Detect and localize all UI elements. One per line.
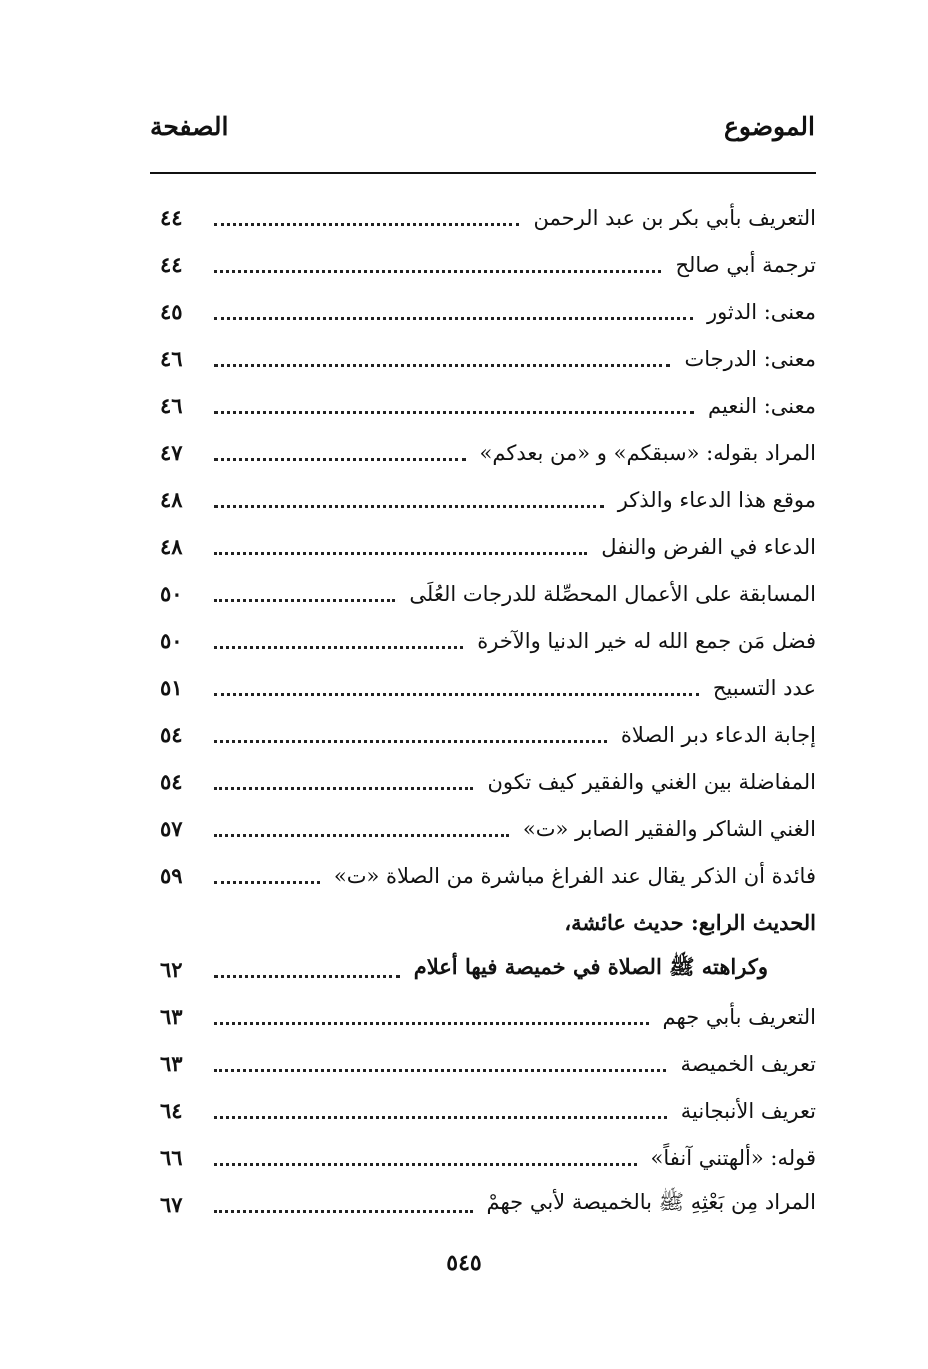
toc-entry-page: ٦٧: [160, 1192, 183, 1217]
dot-leader: [214, 1020, 649, 1025]
toc-entry: [160, 194, 816, 241]
toc-entry-title: الدعاء في الفرض والنفل: [601, 534, 816, 559]
toc-entry-title: معنى: النعيم: [708, 393, 816, 418]
header-divider: [150, 172, 816, 174]
toc-entry-page: ٤٥: [160, 299, 183, 324]
toc-entry-page: ٤٧: [160, 440, 183, 465]
dot-leader: [214, 785, 473, 790]
topic-column-label: الموضوع: [724, 112, 815, 141]
dot-leader: [214, 315, 693, 320]
toc-entry: [160, 805, 816, 852]
toc-entry-title: المراد بقوله: «سبقكم» و «من بعدكم»: [479, 440, 816, 465]
toc-entry: [160, 476, 816, 523]
toc-entry-title: ترجمة أبي صالح: [675, 252, 816, 277]
toc-entry: [160, 993, 816, 1040]
toc-entry: [160, 946, 816, 993]
toc-entry-title: تعريف الخميصة: [680, 1051, 816, 1076]
toc-entry-title: معنى: الدثور: [706, 299, 816, 324]
dot-leader: [214, 1114, 667, 1119]
toc-entry-page: ٤٨: [160, 534, 183, 559]
toc-entry-page: ٤٨: [160, 487, 183, 512]
toc-entry: [160, 852, 816, 899]
toc-entry-page: ٥٠: [160, 628, 183, 653]
toc-entry-title: إجابة الدعاء دبر الصلاة: [620, 722, 816, 747]
toc-entry-title: المراد مِن بَعْثِهِ ﷺ بالخميصة لأبي جهمْ: [486, 1190, 816, 1214]
dot-leader: [214, 832, 509, 837]
page-number: ٥٤٥: [446, 1250, 482, 1276]
toc-entry-page: ٦٣: [160, 1004, 183, 1029]
toc-entry: [160, 1181, 816, 1228]
toc-entry-page: ٤٤: [160, 252, 183, 277]
toc-entry: [160, 664, 816, 711]
dot-leader: [214, 362, 670, 367]
toc-entry: [160, 711, 816, 758]
toc-entry-page: ٦٣: [160, 1051, 183, 1076]
dot-leader: [214, 550, 587, 555]
toc-entry-page: ٦٢: [160, 957, 183, 982]
dot-leader: [214, 691, 699, 696]
dot-leader: [214, 221, 519, 226]
toc-entry: [160, 1040, 816, 1087]
toc-entry-title: التعريف بأبي بكر بن عبد الرحمن: [533, 205, 816, 230]
toc-entry-page: ٥١: [160, 675, 183, 700]
toc-entry: [160, 1087, 816, 1134]
toc-entry-title: فائدة أن الذكر يقال عند الفراغ مباشرة من الصلاة «ت»: [333, 863, 816, 888]
toc-entry: [160, 241, 816, 288]
toc-entry: [160, 1134, 816, 1181]
toc-entry: [160, 288, 816, 335]
toc-entry-page: ٦٤: [160, 1098, 183, 1123]
toc-entry-title: المفاضلة بين الغني والفقير كيف تكون: [487, 769, 816, 794]
dot-leader: [214, 268, 661, 273]
toc-entry-page: ٥٧: [160, 816, 183, 841]
toc-entry: [160, 335, 816, 382]
toc-entry: [160, 617, 816, 664]
dot-leader: [214, 738, 607, 743]
toc-entry: [160, 523, 816, 570]
toc-entry-page: ٦٦: [160, 1145, 183, 1170]
toc-entry: [160, 382, 816, 429]
toc-entry-title: عدد التسبيح: [712, 675, 816, 700]
dot-leader: [214, 409, 694, 414]
toc-entry-page: ٥٤: [160, 722, 183, 747]
section-heading-title: الحديث الرابع: حديث عائشة،: [564, 910, 816, 935]
toc-entry-page: ٤٦: [160, 346, 183, 371]
toc-entry-page: ٥٠: [160, 581, 183, 606]
toc-entry-title: وكراهته ﷺ الصلاة في خميصة فيها أعلام: [413, 954, 768, 979]
toc-entry: [160, 429, 816, 476]
dot-leader: [214, 973, 400, 978]
toc-header: [150, 112, 815, 162]
toc-entry-title: المسابقة على الأعمال المحصِّلة للدرجات العُلَى: [409, 581, 816, 606]
toc-entry: [160, 570, 816, 617]
toc-entry-page: ٥٤: [160, 769, 183, 794]
dot-leader: [214, 503, 604, 508]
toc-section-heading: [160, 899, 816, 946]
page-column-label: الصفحة: [150, 112, 229, 141]
dot-leader: [214, 879, 320, 884]
toc-entry: [160, 758, 816, 805]
toc-entry-title: فضل مَن جمع الله له خير الدنيا والآخرة: [477, 628, 816, 653]
dot-leader: [214, 1208, 473, 1213]
toc-entry-page: ٥٩: [160, 863, 183, 888]
toc-entry-page: ٤٤: [160, 205, 183, 230]
toc-entry-title: قوله: «ألهتني آنفاً»: [650, 1145, 816, 1170]
dot-leader: [214, 456, 466, 461]
table-of-contents: [160, 194, 816, 1228]
toc-entry-title: التعريف بأبي جهم: [662, 1004, 816, 1029]
toc-entry-title: معنى: الدرجات: [684, 346, 816, 371]
dot-leader: [214, 644, 463, 649]
toc-entry-title: موقع هذا الدعاء والذكر: [617, 487, 816, 512]
dot-leader: [214, 597, 395, 602]
dot-leader: [214, 1067, 666, 1072]
toc-entry-title: تعريف الأنبجانية: [680, 1098, 816, 1123]
toc-entry-page: ٤٦: [160, 393, 183, 418]
toc-entry-title: الغني الشاكر والفقير الصابر «ت»: [522, 816, 816, 841]
dot-leader: [214, 1161, 637, 1166]
